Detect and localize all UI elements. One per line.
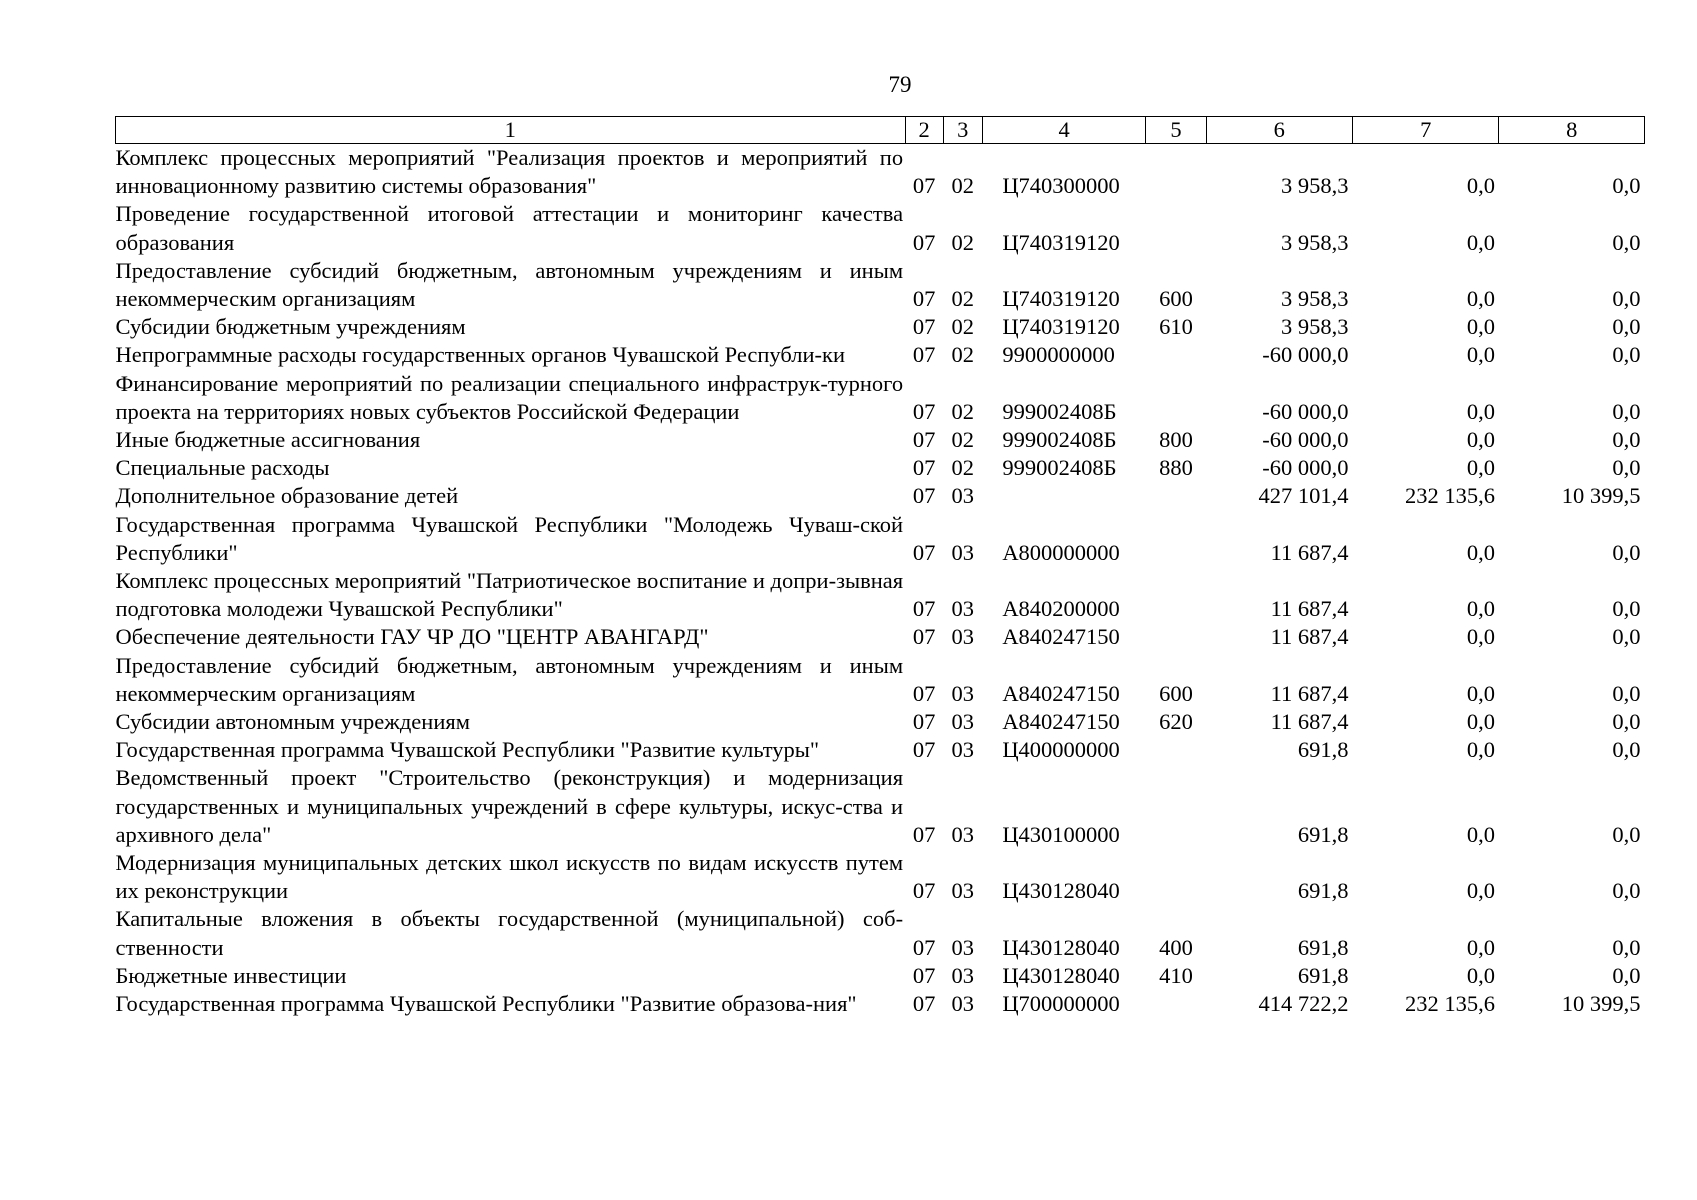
row-target-article: А840200000	[1002, 596, 1120, 622]
table-row	[116, 200, 1645, 256]
row-amount-col8: 0,0	[1612, 455, 1641, 481]
row-amount-col8: 0,0	[1612, 596, 1641, 622]
row-section: 07	[912, 962, 936, 988]
row-amount-col7: 0,0	[1466, 596, 1495, 622]
row-section: 07	[912, 398, 936, 424]
row-amount-col8: 0,0	[1612, 427, 1641, 453]
header-col-2: 2	[905, 117, 943, 144]
table-body	[116, 144, 1645, 1019]
row-amount-col6: 3 958,3	[1281, 314, 1349, 340]
row-target-article	[982, 482, 1146, 510]
row-subsection: 03	[951, 737, 974, 763]
row-amount-col8: 0,0	[1612, 821, 1641, 847]
row-target-article: Ц430100000	[1002, 821, 1120, 847]
row-expense-type	[1146, 736, 1206, 764]
row-name: Предоставление субсидий бюджетным, автономным учреждениям и иным некоммерческим организациям	[115, 652, 904, 706]
row-amount-col7: 0,0	[1466, 709, 1495, 735]
row-amount-col6: 11 687,4	[1270, 539, 1349, 565]
row-expense-type	[1146, 764, 1206, 849]
row-section: 07	[912, 878, 936, 904]
row-amount-col7: 0,0	[1466, 342, 1495, 368]
row-amount-col6: 691,8	[1297, 821, 1349, 847]
row-target-article: А800000000	[1002, 539, 1120, 565]
row-amount-col8: 0,0	[1612, 962, 1641, 988]
row-amount-col7: 232 135,6	[1404, 483, 1495, 509]
row-amount-col8: 0,0	[1612, 173, 1641, 199]
row-amount-col8: 0,0	[1612, 709, 1641, 735]
row-section: 07	[912, 427, 936, 453]
row-subsection: 02	[951, 286, 974, 312]
table-row	[116, 313, 1645, 341]
row-target-article: А840247150	[1002, 624, 1120, 650]
row-expense-type	[1146, 200, 1206, 256]
table-row	[116, 623, 1645, 651]
row-name: Государственная программа Чувашской Республики "Развитие культуры"	[115, 737, 820, 763]
row-amount-col7: 0,0	[1466, 934, 1495, 960]
row-target-article: 999002408Б	[1002, 427, 1117, 453]
row-amount-col7: 232 135,6	[1404, 991, 1495, 1017]
row-subsection: 02	[951, 173, 974, 199]
row-expense-type	[1146, 990, 1206, 1018]
row-amount-col6: 691,8	[1297, 878, 1349, 904]
row-subsection: 03	[951, 680, 974, 706]
budget-table	[115, 116, 1645, 1018]
row-amount-col6: 11 687,4	[1270, 680, 1349, 706]
row-amount-col8: 0,0	[1612, 398, 1641, 424]
row-subsection: 03	[951, 934, 974, 960]
row-section: 07	[912, 991, 936, 1017]
row-name: Обеспечение деятельности ГАУ ЧР ДО "ЦЕНТР АВАНГАРД"	[115, 624, 709, 650]
table-header-row	[116, 117, 1645, 144]
row-amount-col6: 11 687,4	[1270, 624, 1349, 650]
row-expense-type	[1146, 567, 1206, 623]
row-name: Ведомственный проект "Строительство (реконструкция) и модернизация государственных и муниципальных учреждений в сфере культуры, искус-ства и архивного дела"	[115, 765, 904, 847]
table-row	[116, 482, 1645, 510]
table-row	[116, 849, 1645, 905]
row-expense-type: 600	[1159, 286, 1193, 312]
row-section: 07	[912, 455, 936, 481]
table-row	[116, 652, 1645, 708]
row-name: Комплекс процессных мероприятий "Патриотическое воспитание и допри-зывная подготовка молодежи Чувашской Республики"	[115, 568, 904, 622]
table-row	[116, 144, 1645, 201]
row-subsection: 03	[951, 821, 974, 847]
header-col-4: 4	[982, 117, 1146, 144]
row-amount-col8: 0,0	[1612, 680, 1641, 706]
row-subsection: 03	[951, 962, 974, 988]
row-amount-col6: 691,8	[1297, 962, 1349, 988]
row-amount-col8: 0,0	[1612, 229, 1641, 255]
header-col-6: 6	[1206, 117, 1352, 144]
row-amount-col7: 0,0	[1466, 427, 1495, 453]
row-amount-col8: 0,0	[1612, 878, 1641, 904]
row-target-article: Ц430128040	[1002, 878, 1120, 904]
header-col-7: 7	[1353, 117, 1499, 144]
row-name: Комплекс процессных мероприятий "Реализация проектов и мероприятий по инновационному развитию системы образования"	[115, 145, 904, 199]
table-row	[116, 257, 1645, 313]
page-number: 79	[888, 72, 912, 97]
row-section: 07	[912, 934, 936, 960]
row-name: Финансирование мероприятий по реализации специального инфраструк-турного проекта на территориях новых субъектов Российской Федерации	[115, 370, 904, 424]
row-target-article: 999002408Б	[1002, 455, 1117, 481]
row-name: Государственная программа Чувашской Республики "Молодежь Чуваш-ской Республики"	[115, 511, 904, 565]
table-row	[116, 426, 1645, 454]
row-amount-col6: 3 958,3	[1281, 229, 1349, 255]
row-name: Непрограммные расходы государственных органов Чувашской Республи-ки	[115, 342, 845, 368]
row-amount-col8: 10 399,5	[1561, 483, 1641, 509]
row-target-article: 9900000000	[1002, 342, 1115, 368]
row-amount-col6: 11 687,4	[1270, 596, 1349, 622]
row-expense-type: 400	[1159, 934, 1193, 960]
row-target-article: Ц700000000	[1002, 991, 1120, 1017]
row-subsection: 03	[951, 624, 974, 650]
row-amount-col7: 0,0	[1466, 624, 1495, 650]
row-amount-col7: 0,0	[1466, 398, 1495, 424]
table-row	[116, 736, 1645, 764]
row-amount-col7: 0,0	[1466, 286, 1495, 312]
row-subsection: 03	[951, 596, 974, 622]
row-section: 07	[912, 596, 936, 622]
row-subsection: 02	[951, 398, 974, 424]
row-expense-type	[1146, 144, 1206, 201]
table-row	[116, 341, 1645, 369]
row-amount-col6: 427 101,4	[1258, 483, 1349, 509]
row-subsection: 03	[951, 991, 974, 1017]
row-expense-type: 880	[1159, 455, 1193, 481]
row-subsection: 02	[951, 427, 974, 453]
row-amount-col6: 691,8	[1297, 737, 1349, 763]
row-target-article: Ц430128040	[1002, 934, 1120, 960]
row-section: 07	[912, 314, 936, 340]
row-section: 07	[912, 286, 936, 312]
row-name: Проведение государственной итоговой аттестации и мониторинг качества образования	[115, 201, 904, 255]
row-expense-type	[1146, 370, 1206, 426]
table-row	[116, 905, 1645, 961]
row-expense-type: 610	[1159, 314, 1193, 340]
row-amount-col8: 10 399,5	[1561, 991, 1641, 1017]
row-section: 07	[912, 821, 936, 847]
row-section: 07	[912, 737, 936, 763]
row-subsection: 03	[951, 709, 974, 735]
row-subsection: 02	[951, 314, 974, 340]
table-row	[116, 708, 1645, 736]
table-row	[116, 370, 1645, 426]
row-amount-col8: 0,0	[1612, 314, 1641, 340]
row-name: Государственная программа Чувашской Республики "Развитие образова-ния"	[115, 991, 857, 1017]
table-row	[116, 764, 1645, 849]
row-target-article: Ц740319120	[1002, 229, 1120, 255]
row-expense-type	[1146, 623, 1206, 651]
row-name: Модернизация муниципальных детских школ искусств по видам искусств путем их реконструкции	[115, 850, 904, 904]
row-subsection: 02	[951, 342, 974, 368]
table-row	[116, 567, 1645, 623]
row-amount-col6: 3 958,3	[1281, 286, 1349, 312]
row-section: 07	[912, 680, 936, 706]
row-subsection: 03	[951, 483, 974, 509]
row-expense-type: 410	[1159, 962, 1193, 988]
row-amount-col7: 0,0	[1466, 229, 1495, 255]
row-amount-col7: 0,0	[1466, 821, 1495, 847]
row-target-article: Ц400000000	[1002, 737, 1120, 763]
row-expense-type: 800	[1159, 427, 1193, 453]
row-name: Иные бюджетные ассигнования	[115, 427, 421, 453]
row-amount-col6: 11 687,4	[1270, 709, 1349, 735]
row-target-article: А840247150	[1002, 680, 1120, 706]
row-amount-col7: 0,0	[1466, 314, 1495, 340]
row-amount-col8: 0,0	[1612, 934, 1641, 960]
row-subsection: 02	[951, 455, 974, 481]
row-amount-col8: 0,0	[1612, 286, 1641, 312]
row-section: 07	[912, 483, 936, 509]
row-amount-col8: 0,0	[1612, 737, 1641, 763]
row-amount-col7: 0,0	[1466, 737, 1495, 763]
row-amount-col7: 0,0	[1466, 455, 1495, 481]
row-amount-col8: 0,0	[1612, 624, 1641, 650]
row-subsection: 03	[951, 878, 974, 904]
table-row	[116, 990, 1645, 1018]
row-target-article: А840247150	[1002, 709, 1120, 735]
row-name: Специальные расходы	[115, 455, 330, 481]
row-name: Капитальные вложения в объекты государственной (муниципальной) соб-ственности	[115, 906, 904, 960]
row-subsection: 03	[951, 539, 974, 565]
row-section: 07	[912, 539, 936, 565]
row-amount-col8: 0,0	[1612, 342, 1641, 368]
row-amount-col6: -60 000,0	[1262, 427, 1349, 453]
row-target-article: 999002408Б	[1002, 398, 1117, 424]
row-amount-col7: 0,0	[1466, 878, 1495, 904]
row-amount-col8: 0,0	[1612, 539, 1641, 565]
row-amount-col7: 0,0	[1466, 173, 1495, 199]
row-expense-type	[1146, 482, 1206, 510]
row-name: Субсидии автономным учреждениям	[115, 709, 470, 735]
row-target-article: Ц740319120	[1002, 286, 1120, 312]
row-amount-col7: 0,0	[1466, 539, 1495, 565]
row-target-article: Ц430128040	[1002, 962, 1120, 988]
header-col-8: 8	[1499, 117, 1645, 144]
table-row	[116, 962, 1645, 990]
row-section: 07	[912, 229, 936, 255]
row-expense-type	[1146, 511, 1206, 567]
row-amount-col7: 0,0	[1466, 680, 1495, 706]
row-expense-type	[1146, 849, 1206, 905]
table-row	[116, 511, 1645, 567]
header-col-5: 5	[1146, 117, 1206, 144]
row-target-article: Ц740300000	[1002, 173, 1120, 199]
row-name: Дополнительное образование детей	[115, 483, 459, 509]
row-amount-col6: 691,8	[1297, 934, 1349, 960]
row-section: 07	[912, 173, 936, 199]
row-name: Бюджетные инвестиции	[115, 962, 347, 988]
row-expense-type	[1146, 341, 1206, 369]
row-target-article: Ц740319120	[1002, 314, 1120, 340]
row-section: 07	[912, 709, 936, 735]
row-section: 07	[912, 342, 936, 368]
row-amount-col7: 0,0	[1466, 962, 1495, 988]
row-name: Субсидии бюджетным учреждениям	[115, 314, 466, 340]
row-expense-type: 600	[1159, 680, 1193, 706]
row-amount-col6: -60 000,0	[1262, 342, 1349, 368]
row-amount-col6: -60 000,0	[1262, 398, 1349, 424]
row-section: 07	[912, 624, 936, 650]
header-col-3: 3	[943, 117, 982, 144]
table-row	[116, 454, 1645, 482]
row-name: Предоставление субсидий бюджетным, автономным учреждениям и иным некоммерческим организациям	[115, 257, 904, 312]
row-subsection: 02	[951, 229, 974, 255]
row-amount-col6: 414 722,2	[1258, 991, 1349, 1017]
row-expense-type: 620	[1159, 709, 1193, 735]
row-amount-col6: 3 958,3	[1281, 173, 1349, 199]
header-col-1: 1	[116, 117, 906, 144]
row-amount-col6: -60 000,0	[1262, 455, 1349, 481]
